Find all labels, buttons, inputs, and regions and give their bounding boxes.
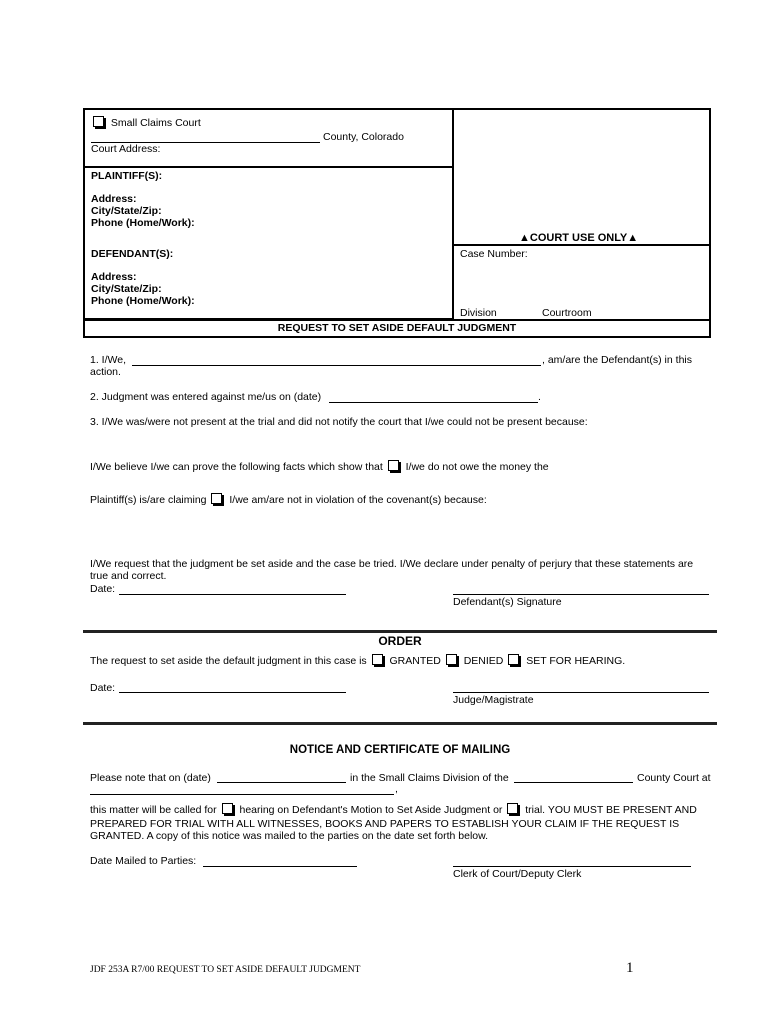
notice-hearing-checkbox[interactable] — [222, 803, 233, 814]
order-divider-top — [83, 630, 717, 633]
date-label: Date: — [90, 583, 116, 595]
judge-signature-line[interactable] — [453, 692, 709, 693]
clerk-signature-line[interactable] — [453, 866, 691, 867]
line1-end: , am/are the Defendant(s) in this — [542, 354, 692, 366]
defendant-address-label: Address: — [91, 271, 137, 283]
plaintiffs-label: PLAINTIFF(S): — [91, 170, 163, 182]
defendant-phone-label: Phone (Home/Work): — [91, 295, 195, 307]
date-mailed-label: Date Mailed to Parties: — [90, 855, 197, 867]
owe-checkbox[interactable] — [388, 460, 399, 471]
notice-heading: NOTICE AND CERTIFICATE OF MAILING — [289, 744, 511, 756]
notice-comma: , — [395, 783, 398, 795]
request-line1: I/We request that the judgment be set aside and the case be tried. I/We declare under penalty of perjury that these statements are — [90, 558, 694, 570]
notice-p4: GRANTED. A copy of this notice was mailed to the parties on the date set forth below. — [90, 830, 489, 842]
order-divider-bottom — [83, 722, 717, 725]
court-use-only: ▲COURT USE ONLY▲ — [519, 232, 639, 244]
line1-start: 1. I/We, — [90, 354, 126, 366]
notice-p1a: Please note that on (date) — [90, 772, 211, 784]
violation-text: I/we am/are not in violation of the covenant(s) because: — [229, 494, 487, 506]
notice-p3: PREPARED FOR TRIAL WITH ALL WITNESSES, BOOKS AND PAPERS TO ESTABLISH YOUR CLAIM IF THE REQUEST IS — [90, 818, 680, 830]
line1-action: action. — [90, 366, 121, 378]
page-title: REQUEST TO SET ASIDE DEFAULT JUDGMENT — [277, 322, 517, 334]
court-use-divider — [453, 244, 710, 246]
violation-checkbox[interactable] — [211, 493, 222, 504]
notice-p1c: County Court at — [637, 772, 711, 784]
notice-p2c: trial. YOU MUST BE PRESENT AND — [525, 804, 697, 816]
notice-p2a: this matter will be called for — [90, 804, 217, 816]
request-line2: true and correct. — [90, 570, 167, 582]
notice-p2b: hearing on Defendant's Motion to Set Aside Judgment or — [239, 804, 503, 816]
believe-text: I/We believe I/we can prove the following facts which show that — [90, 461, 383, 473]
notice-p1b: in the Small Claims Division of the — [350, 772, 509, 784]
plaintiff-city-label: City/State/Zip: — [91, 205, 162, 217]
claiming-text: Plaintiff(s) is/are claiming — [90, 494, 207, 506]
hearing-checkbox[interactable] — [508, 654, 519, 665]
plaintiff-address-label: Address: — [91, 193, 137, 205]
granted-checkbox[interactable] — [372, 654, 383, 665]
small-claims-line — [91, 116, 201, 129]
defendants-label: DEFENDANT(S): — [91, 248, 174, 260]
denied-checkbox[interactable] — [446, 654, 457, 665]
court-address-label: Court Address: — [91, 143, 161, 155]
order-date-line[interactable] — [119, 692, 346, 693]
page-number: 1 — [626, 960, 634, 976]
county-court-line[interactable] — [514, 782, 633, 783]
line2-text: 2. Judgment was entered against me/us on (date) — [90, 391, 322, 403]
clerk-label: Clerk of Court/Deputy Clerk — [453, 868, 582, 880]
order-heading: ORDER — [378, 634, 422, 648]
division-label: Division — [460, 307, 497, 319]
plaintiff-phone-label: Phone (Home/Work): — [91, 217, 195, 229]
date-mailed-line[interactable] — [203, 866, 357, 867]
granted-label: GRANTED — [389, 655, 441, 667]
courtroom-label: Courtroom — [542, 307, 592, 319]
defendant-name-line[interactable] — [132, 365, 541, 366]
order-date-label: Date: — [90, 682, 116, 694]
defendant-signature-label: Defendant(s) Signature — [453, 596, 562, 608]
owe-text: I/we do not owe the money the — [405, 461, 549, 473]
case-number-label: Case Number: — [460, 248, 528, 260]
court-location-line[interactable] — [90, 794, 394, 795]
judgment-date-line[interactable] — [329, 402, 538, 403]
date-line[interactable] — [119, 594, 346, 595]
order-line — [90, 654, 625, 667]
small-claims-checkbox[interactable] — [93, 116, 104, 127]
judge-label: Judge/Magistrate — [453, 694, 534, 706]
small-claims-label: Small Claims Court — [110, 117, 201, 129]
notice-date-line[interactable] — [217, 782, 346, 783]
line2-period: . — [538, 391, 541, 403]
line3-text: 3. I/We was/were not present at the trial and did not notify the court that I/we could not be present because: — [90, 416, 588, 428]
believe-line — [90, 460, 549, 473]
denied-label: DENIED — [463, 655, 504, 667]
claiming-line — [90, 493, 487, 506]
form-footer: JDF 253A R7/00 REQUEST TO SET ASIDE DEFAULT JUDGMENT — [90, 965, 361, 975]
notice-p2-line — [90, 803, 697, 816]
defendant-signature-line[interactable] — [453, 594, 709, 595]
county-label: County, Colorado — [323, 131, 404, 143]
defendant-city-label: City/State/Zip: — [91, 283, 162, 295]
order-text: The request to set aside the default judgment in this case is — [90, 655, 367, 667]
notice-trial-checkbox[interactable] — [507, 803, 518, 814]
hearing-label: SET FOR HEARING. — [526, 655, 626, 667]
